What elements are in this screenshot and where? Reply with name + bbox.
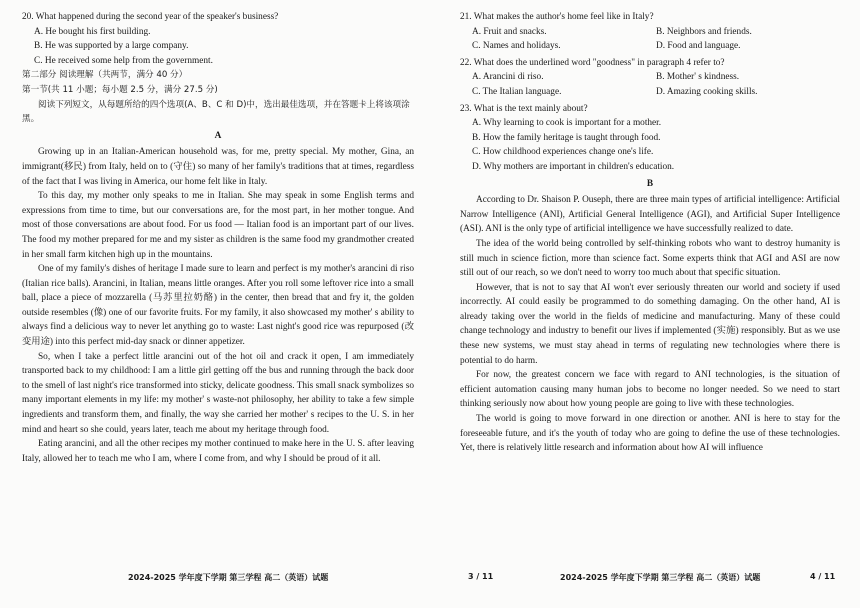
- question-22-stem: 22. What does the underlined word "goodness" in paragraph 4 refer to?: [460, 57, 725, 68]
- passage-a-label: A: [214, 130, 222, 141]
- footer-title-left: 2024-2025 学年度下学期 第三学程 高二（英语）试题: [128, 573, 329, 582]
- question-22-option-d: D. Amazing cooking skills.: [656, 86, 758, 97]
- passage-b-paragraph-3: However, that is not to say that AI won't ever seriously threaten our world and society if used incorrectly. AI could easily be programmed to do something damaging. On the other hand, AI is already taking over the world in the fields of medicine and manufacturing. Many of these could change technology and industry to benefit our lives if implemented (实施) responsibly. But as we use these new systems, we must stay ahead in terms of regulating new technologies where there is potential to do harm.: [460, 282, 840, 366]
- question-21-option-b: B. Neighbors and friends.: [656, 26, 752, 37]
- question-21-option-d: D. Food and language.: [656, 41, 741, 52]
- page-number-left: 3 / 11: [468, 572, 494, 581]
- question-23-stem: 23. What is the text mainly about?: [460, 103, 588, 114]
- question-23-option-d: D. Why mothers are important in children's education.: [472, 161, 675, 172]
- left-page: [22, 10, 414, 466]
- passage-a-paragraph-1: Growing up in an Italian-American household was, for me, pretty special. My mother, Gina, an immigrant(移民) from Italy, held on to (守住) so many of her family's traditions that at times, regardless of the fact that I was living in America, our home felt like in Italy.: [22, 147, 414, 187]
- passage-b-paragraph-4: For now, the greatest concern we face with regard to ANI technologies, is the situation of efficient automation causing many human jobs to become no longer needed. So we need to start thinking seriously now about how young people are going to live with these technologies.: [460, 370, 840, 410]
- question-20-option-c: C. He received some help from the government.: [34, 55, 213, 66]
- page-number-right: 4 / 11: [810, 572, 836, 581]
- question-21-options: [460, 25, 840, 54]
- reading-instructions: 阅读下列短文，从每题所给的四个选项(A、B、C 和 D)中，选出最佳选项，并在答题卡上将该项涂黑。: [22, 99, 410, 125]
- part2-heading: 第二部分 阅读理解（共两节，满分 40 分）: [22, 70, 188, 81]
- question-20-stem: 20. What happened during the second year of the speaker's business?: [22, 12, 279, 22]
- passage-a: [22, 145, 414, 466]
- passage-b-paragraph-5: The world is going to move forward in one direction or another. ANI is here to stay for the foreseeable future, and it's the youth of today who are going to define the use of these technologies. Yet, there is relatively little research and information about how AI will influence: [460, 414, 840, 454]
- passage-b-paragraph-2: The idea of the world being controlled by self-thinking robots who want to destroy humanity is still much in science fiction, more than science fact. Some experts think that AGI and ASI are now still out of our reach, so we don't need to worry too much about that specific situation.: [460, 238, 840, 279]
- question-22-option-c: C. The Italian language.: [472, 86, 562, 97]
- passage-a-paragraph-4: So, when I take a perfect little arancini out of the hot oil and crack it open, I am immediately transported back to my childhood: I am a little girl getting off the bus and running through the back door to the smell of last night's rice transformed into sticky, delicate goodness. This small snack symbolizes so many important elements in my life: my mother' s waste-not philosophy, her ability to take a few simple ingredients and transform them, and finally, the way she carried her mother' s recipes to the U. S. in her mind and heart so she could, years later, teach me about my heritage through food.: [22, 351, 414, 435]
- passage-b-label: B: [646, 178, 654, 189]
- question-20-option-a: A. He bought his first building.: [34, 26, 151, 37]
- question-23-option-b: B. How the family heritage is taught through food.: [472, 132, 661, 143]
- section1-heading: 第一节(共 11 小题；每小题 2.5 分，满分 27.5 分): [22, 84, 218, 95]
- passage-a-paragraph-2: To this day, my mother only speaks to me in Italian. She may speak in some English terms and expressions from time to time, but our conversations are, for the most part, in her mother tongue. And most of those conversations are about food. For us food — Italian food is an important part of our lives. The food my mother prepared for me and my sister as children is the same food my grandmother created in her small farm kitchen high up in the mountains.: [22, 191, 414, 260]
- footer-title-right: 2024-2025 学年度下学期 第三学程 高二（英语）试题: [560, 573, 761, 582]
- question-22-option-b: B. Mother' s kindness.: [656, 72, 740, 83]
- left-footer: [128, 572, 508, 583]
- question-22-option-a: A. Arancini di riso.: [472, 72, 544, 83]
- question-23-option-c: C. How childhood experiences change one's life.: [472, 147, 654, 158]
- passage-b-paragraph-1: According to Dr. Shaison P. Ouseph, there are three main types of artificial intelligence: Artificial Narrow Intelligence (ANI), Artificial General Intelligence (AGI), and Artificial Super Intelligence (ASI). ANI is the only type of artificial intelligence we have successfully realized to date.: [460, 195, 840, 235]
- question-23-options: [460, 116, 840, 174]
- question-21-option-a: A. Fruit and snacks.: [472, 26, 547, 37]
- question-20-option-b: B. He was supported by a large company.: [34, 41, 189, 52]
- question-22-options: [460, 70, 840, 99]
- passage-b: [460, 193, 840, 456]
- question-23-option-a: A. Why learning to cook is important for a mother.: [472, 118, 662, 129]
- question-21-stem: 21. What makes the author's home feel like in Italy?: [460, 12, 654, 22]
- right-footer: [560, 572, 860, 583]
- passage-a-paragraph-5: Eating arancini, and all the other recipes my mother continued to make here in the U. S. after leaving Italy, allowed her to teach me who I am, where I come from, and why I should be proud of it all.: [22, 439, 414, 464]
- right-page: [460, 10, 840, 456]
- passage-a-paragraph-3: One of my family's dishes of heritage I made sure to learn and perfect is my mother's arancini di riso (Italian rice balls). Arancini, in Italian, means little oranges. After you roll some leftover rice into a small ball, place a piece of mozzarella (马苏里拉奶酪) in the center, then bread that and fry it, the golden outside resembles (像) one of our favorite fruits. For my family, it also showcased my mother' s ability to always find a delicious way to never let anything go to waste: Last night's good rice was repurposed (改变用途) into this perfect mid-day snack or dinner appetizer.: [22, 264, 414, 348]
- question-21-option-c: C. Names and holidays.: [472, 41, 561, 52]
